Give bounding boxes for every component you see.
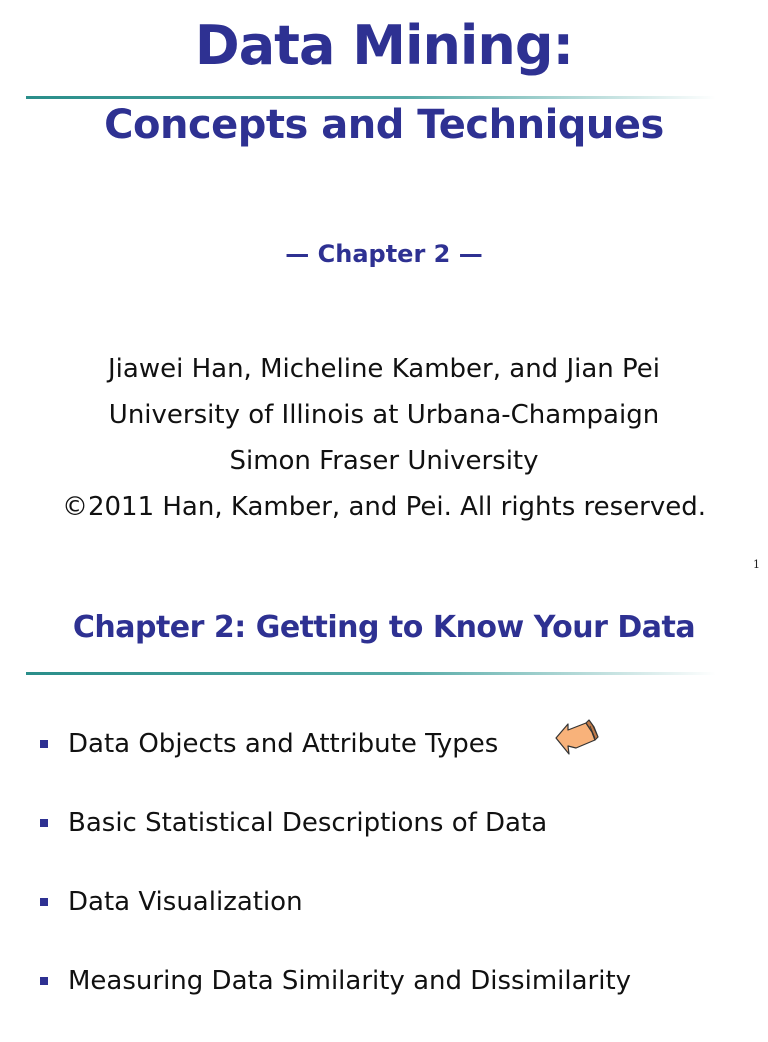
list-item (40, 884, 631, 963)
list-item-text: Basic Statistical Descriptions of Data (68, 808, 548, 838)
list-item (40, 726, 631, 805)
outline-title: Chapter 2: Getting to Know Your Data (72, 610, 696, 645)
bullet-icon (40, 819, 48, 827)
slide-subtitle: Concepts and Techniques (104, 102, 664, 148)
list-item-text: Data Objects and Attribute Types (68, 729, 499, 759)
copyright-line: ©2011 Han, Kamber, and Pei. All rights reserved. (61, 492, 707, 522)
list-item (40, 805, 631, 884)
list-item-text: Measuring Data Similarity and Dissimilarity (68, 966, 632, 996)
authors-line: Jiawei Han, Micheline Kamber, and Jian Pei (108, 354, 660, 384)
chapter-label: — Chapter 2 — (285, 240, 483, 268)
list-item-text: Data Visualization (68, 887, 303, 917)
bullet-icon (40, 740, 48, 748)
bullet-icon (40, 898, 48, 906)
affiliation-line-1: University of Illinois at Urbana-Champaign (108, 400, 660, 430)
slide-chapter-outline (0, 580, 768, 1024)
list-item (40, 963, 631, 1042)
page-number: 1 (753, 558, 760, 571)
slide-title-main: Data Mining: (194, 14, 574, 77)
author-block (0, 350, 768, 534)
affiliation-line-2: Simon Fraser University (229, 446, 539, 476)
hand-pointer-icon (554, 718, 600, 762)
outline-list (40, 726, 631, 1042)
bullet-icon (40, 977, 48, 985)
title-divider (26, 96, 716, 99)
outline-divider (26, 672, 716, 675)
